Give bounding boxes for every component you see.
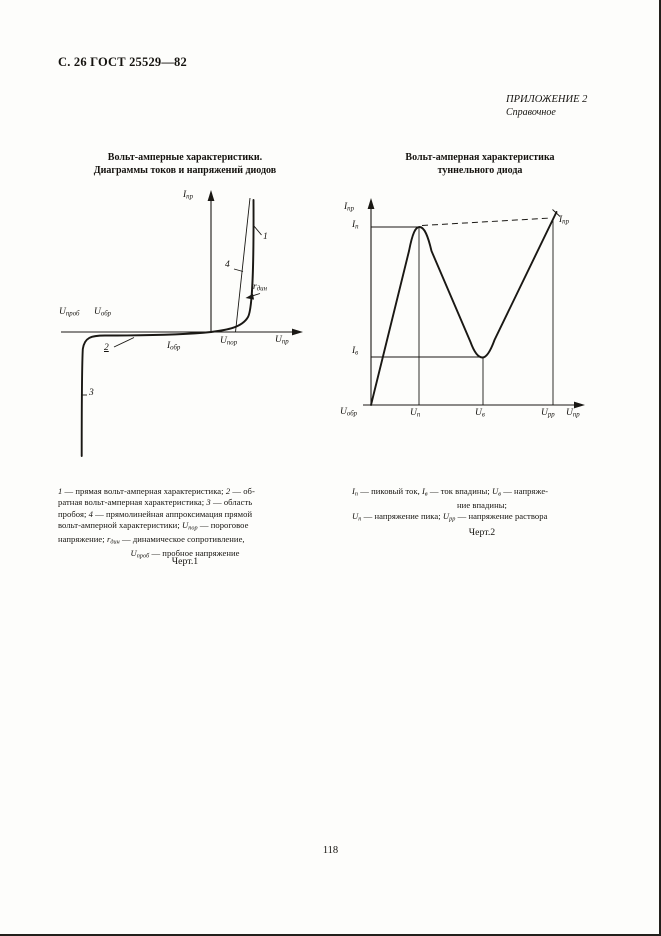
fig1-label-u-pr: Uпр [275, 335, 289, 346]
fig2-tunnel-diode-curve [371, 212, 557, 405]
fig1-y-axis-arrow-icon [208, 190, 215, 201]
figure2-number: Черт.2 [468, 527, 496, 538]
standard-header: С. 26 ГОСТ 25529—82 [58, 55, 187, 69]
figure1-caption-line: ратная вольт-амперная характеристика; 3 — область [58, 497, 253, 508]
fig1-label-u-prob: Uпроб [59, 307, 80, 318]
figure1-title-line1: Вольт-амперные характеристики. [107, 152, 263, 163]
fig1-approximation-line [236, 198, 251, 332]
figure2-diagram-svg [340, 196, 592, 424]
page-number: 118 [322, 845, 339, 856]
annex-title: ПРИЛОЖЕНИЕ 2 [506, 94, 588, 105]
figure1-diagram [57, 188, 312, 473]
fig1-label-i-obr: Iобр [167, 341, 181, 352]
figure2-caption-line: Iп — пиковый ток, Iв — ток впадины; Uв — напряже- [352, 486, 549, 498]
figure2-diagram [340, 196, 592, 424]
fig1-leader-4 [234, 269, 243, 272]
fig1-reverse-curve [82, 332, 211, 456]
fig1-label-1: 1 [263, 232, 268, 242]
fig2-label-i-p: Iп [352, 220, 359, 231]
fig2-label-i-v: Iв [352, 346, 359, 357]
figure2-caption-line: ние впадины; [457, 499, 507, 510]
fig2-label-u-v: Uв [475, 408, 485, 419]
figure1-caption-line: вольт-амперной характеристики; Uпор — пороговое [58, 520, 249, 532]
figure1-title-line2: Диаграммы токов и напряжений диодов [93, 165, 277, 176]
figure1-number: Черт.1 [171, 556, 199, 567]
figure1-caption-line: Uпроб — пробное напряжение [130, 547, 240, 560]
fig1-label-u-por: Uпор [220, 336, 238, 347]
figure1-diagram-svg [57, 188, 312, 473]
fig1-leader-2 [114, 338, 134, 348]
figure1-caption-line: напряжение; rдин — динамическое сопротивление, [58, 533, 245, 546]
fig1-label-u-obr: Uобр [94, 307, 112, 318]
fig1-rdyn-arrow-icon [246, 294, 255, 300]
fig2-label-i-pr-end: Iпр [559, 215, 569, 226]
fig1-x-axis-arrow-icon [292, 329, 303, 336]
figure2-caption-line: Uп — напряжение пика; Uрр — напряжение раствора [352, 511, 548, 523]
figure2-title-line2: туннельного диода [437, 165, 523, 176]
fig2-dashed-peak-level [422, 218, 551, 226]
fig1-label-4: 4 [225, 260, 230, 270]
fig2-label-i-pr-axis: Iпр [344, 202, 354, 213]
fig1-leader-1 [254, 226, 262, 235]
fig1-label-r-din: rдин [253, 282, 267, 293]
figure2-caption [352, 486, 612, 525]
fig1-label-2: 2 [104, 343, 109, 353]
figure1-caption [58, 486, 312, 562]
figure1-caption-line: пробоя; 4 — прямолинейная аппроксимация прямой [58, 508, 253, 519]
fig2-label-u-pr-axis: Uпр [566, 408, 580, 419]
annex-block [506, 93, 587, 119]
fig2-y-axis-arrow-icon [368, 198, 375, 209]
fig2-label-u-pp: Uрр [541, 408, 555, 419]
figure2-title [355, 151, 605, 177]
figure1-caption-line: 1 — прямая вольт-амперная характеристика; 2 — об- [58, 486, 255, 496]
annex-subtitle: Справочное [506, 107, 556, 118]
fig2-label-u-p: Uп [410, 408, 421, 419]
figure2-title-line1: Вольт-амперная характеристика [405, 152, 555, 163]
fig1-label-i-pr: Iпр [183, 190, 193, 201]
fig1-forward-curve [211, 200, 254, 332]
fig1-label-3: 3 [89, 388, 94, 398]
fig2-label-u-obr: Uобр [340, 407, 358, 418]
figure1-title [60, 151, 310, 177]
